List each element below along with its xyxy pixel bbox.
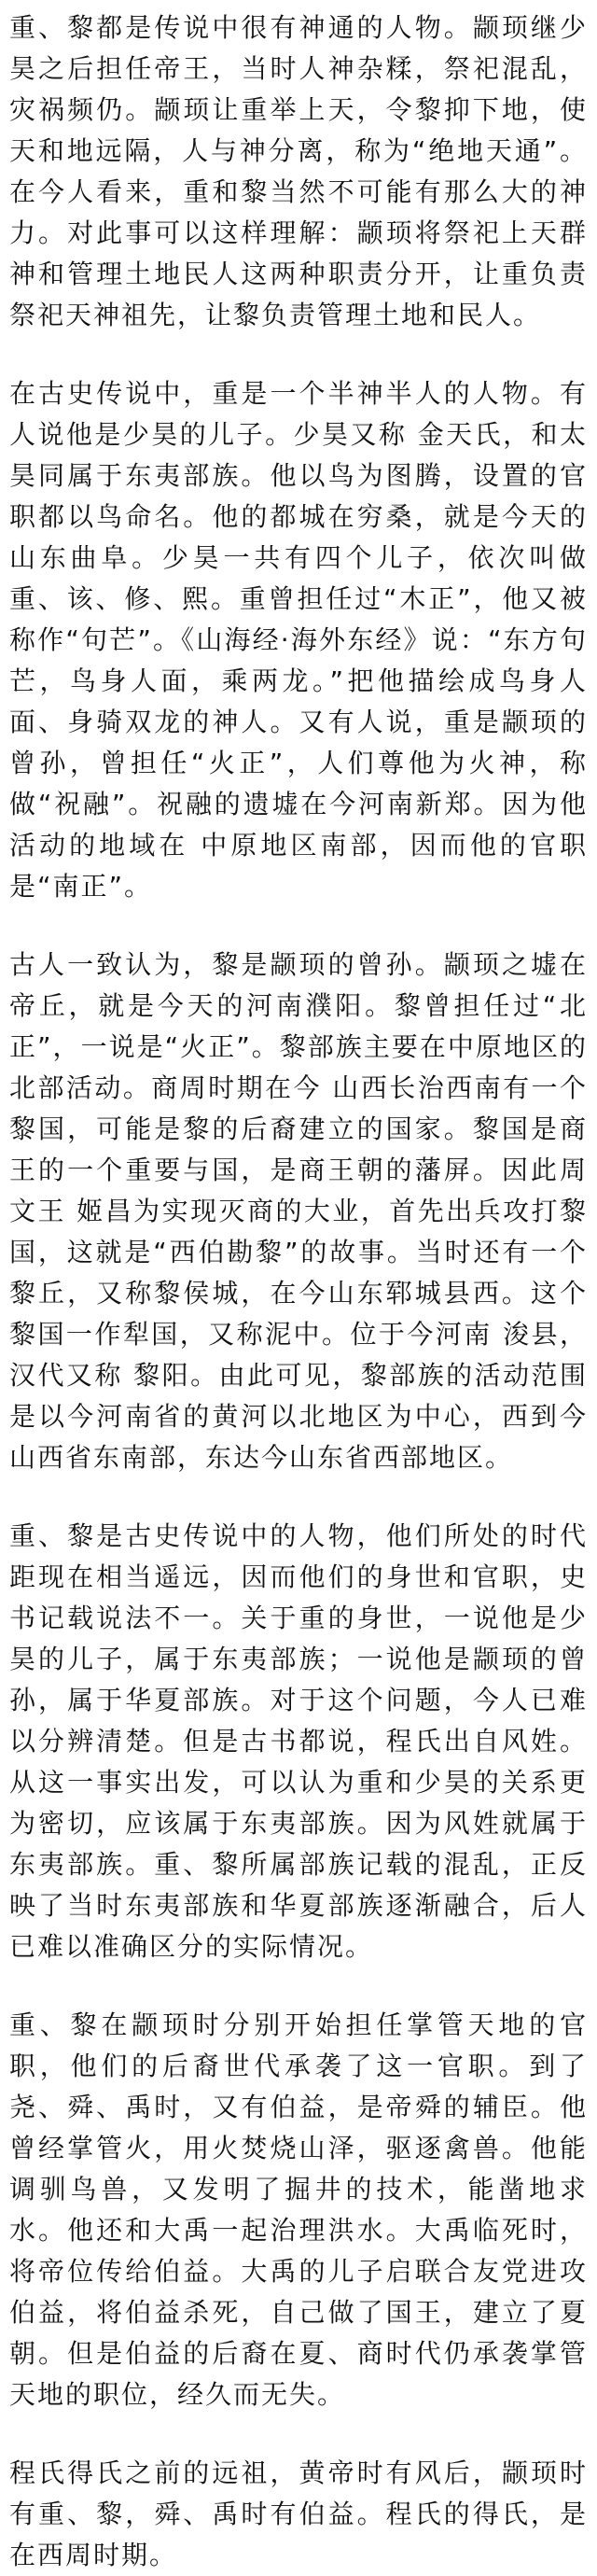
paragraph-5: 重、黎在颛顼时分别开始担任掌管天地的官职，他们的后裔世代承袭了这一官职。到了尧、舜、禹时，又有伯益，是帝舜的辅臣。他曾经掌管火，用火焚烧山泽，驱逐禽兽。他能调驯鸟兽，又发明了掘井的技术，能凿地求水。他还和大禹一起治理洪水。大禹临死时，将帝位传给伯益。大禹的儿子启联合友党进攻伯益，将伯益杀死，自己做了国王，建立了夏朝。但是伯益的后裔在夏、商时代仍承袭掌管天地的职位，经久而无失。 bbox=[9, 2009, 588, 2410]
paragraph-4: 重、黎是古史传说中的人物，他们所处的时代距现在相当遥远，因而他们的身世和官职，史书记载说法不一。关于重的身世，一说他是少昊的儿子，属于东夷部族；一说他是颛顼的曾孙，属于华夏部族。对于这个问题，今人已难以分辨清楚。但是古书都说，程氏出自风姓。从这一事实出发，可以认为重和少昊的关系更为密切，应该属于东夷部族。因为风姓就属于东夷部族。重、黎所属部族记载的混乱，正反映了当时东夷部族和华夏部族逐渐融合，后人已难以准确区分的实际情况。 bbox=[9, 1520, 588, 1962]
paragraph-6: 程氏得氏之前的远祖，黄帝时有风后，颛顼时有重、黎，舜、禹时有伯益。程氏的得氏，是在西周时期。 bbox=[9, 2457, 588, 2570]
paragraph-2: 在古史传说中，重是一个半神半人的人物。有人说他是少昊的儿子。少昊又称 金天氏，和太昊同属于东夷部族。他以鸟为图腾，设置的官职都以鸟命名。他的都城在穷桑，就是今天的山东曲阜。少昊一共有四个儿子，依次叫做重、该、修、熙。重曾担任过“木正”，他又被称作“句芒”。《山海经·海外东经》说：“东方句芒，鸟身人面，乘两龙。”把他描绘成鸟身人面、身骑双龙的神人。又有人说，重是颛顼的曾孙，曾担任“火正”，人们尊他为火神，称做“祝融”。祝融的遗墟在今河南新郑。因为他活动的地域在 中原地区南部，因而他的官职是“南正”。 bbox=[9, 378, 588, 902]
paragraph-3: 古人一致认为，黎是颛顼的曾孙。颛顼之墟在 帝丘，就是今天的河南濮阳。黎曾担任过“北正”，一说是“火正”。黎部族主要在中原地区的北部活动。商周时期在今 山西长治西南有一个 黎国，可能是黎的后裔建立的国家。黎国是商王的一个重要与国，是商王朝的藩屏。因此周文王 姬昌为实现灭商的大业，首先出兵攻打黎国，这就是“西伯勘黎”的故事。当时还有一个黎丘，又称黎侯城，在今山东郓城县西。这个黎国一作犁国，又称泥中。位于今河南 浚县， 汉代又称 黎阳。由此可见，黎部族的活动范围是以今河南省的黄河以北地区为中心，西到今山西省东南部，东达今山东省西部地区。 bbox=[9, 949, 588, 1473]
paragraph-1: 重、黎都是传说中很有神通的人物。颛顼继少昊之后担任帝王，当时人神杂糅，祭祀混乱，灾祸频仍。颛顼让重举上天，令黎抑下地，使天和地远隔，人与神分离，称为“绝地天通”。在今人看来，重和黎当然不可能有那么大的神力。对此事可以这样理解：颛顼将祭祀上天群神和管理土地民人这两种职责分开，让重负责祭祀天神祖先，让黎负责管理土地和民人。 bbox=[9, 12, 588, 330]
